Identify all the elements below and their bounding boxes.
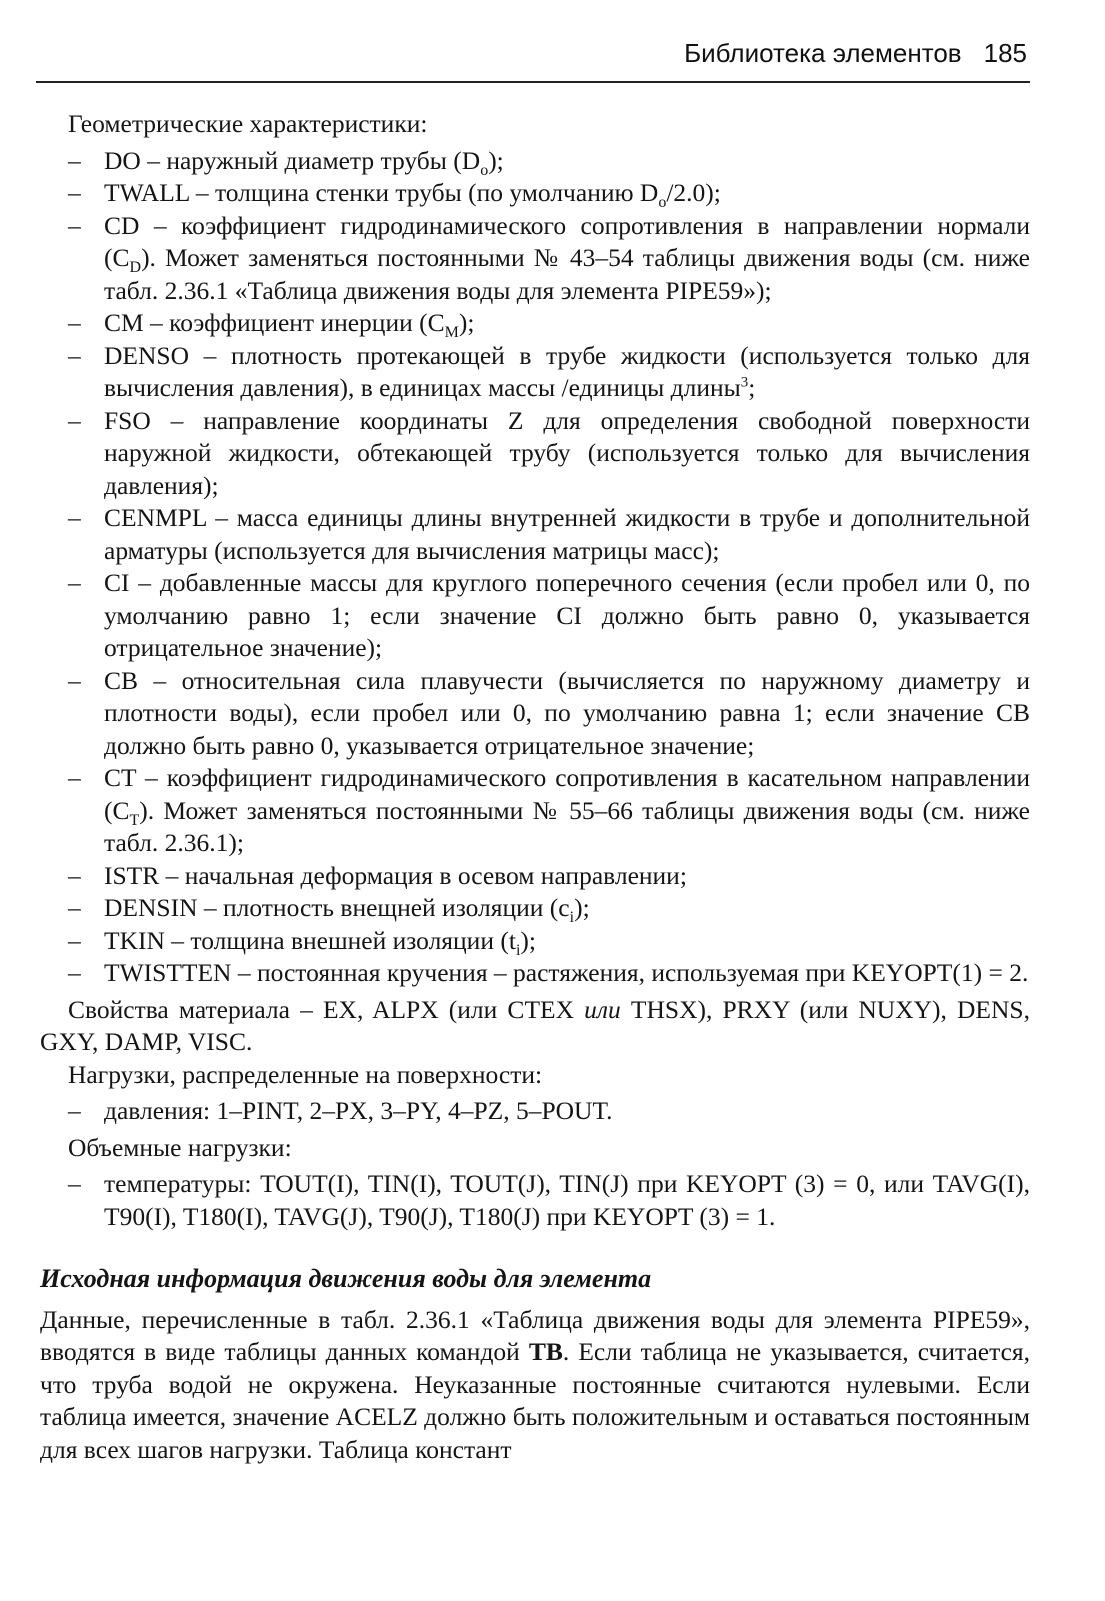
list-item-ci: – CI – добавленные массы для круглого поперечного сечения (если пробел или 0, по умолчанию равно 1; если значение CI должно быть равно 0, указывается отрицательное значение); [40, 567, 1030, 665]
body-loads-heading: Объемные нагрузки: [68, 1132, 292, 1162]
list-item-cd: – CD – коэффициент гидродинамического сопротивления в направлении нормали $(C_D)$. Может заменяться постоянными № 43–54 таблицы движения воды (см. ниже табл. 2.36.1 «Таблица движения воды для элемента PIPE59»); [40, 210, 1030, 308]
body-loads-list [40, 1168, 1030, 1233]
section-name: Библиотека элементов [684, 38, 962, 68]
page-body [40, 108, 1030, 1466]
list-item-denso: – DENSO – плотность протекающей в трубе жидкости (используется только для вычисления давления), в единицах массы /единицы длины$^3$; [40, 340, 1030, 405]
list-item-tkin: – TKIN – толщина внешней изоляции $(t_i)$; [40, 925, 1030, 958]
surface-loads-heading: Нагрузки, распределенные на поверхности: [68, 1059, 543, 1089]
header-rule [36, 81, 1030, 83]
material-properties: Свойства материала – EX, ALPX (или CTEX или THSX), PRXY (или NUXY), DENS, GXY, DAMP, VISC. [40, 994, 1030, 1056]
list-item-fso: – FSO – направление координаты Z для определения свободной поверхности наружной жидкости, обтекающей трубу (используется только для вычисления давления); [40, 405, 1030, 503]
section-heading: Исходная информация движения воды для элемента [40, 1264, 652, 1293]
surface-loads-list [40, 1095, 1030, 1128]
list-item-pressures: – давления: 1–PINT, 2–PX, 3–PY, 4–PZ, 5–POUT. [40, 1095, 1030, 1128]
running-head [684, 38, 1027, 69]
list-item-temperatures: – температуры: TOUT(I), TIN(I), TOUT(J), TIN(J) при KEYOPT (3) = 0, или TAVG(I), T90(I), T180(I), TAVG(J), T90(J), T180(J) при KEYOPT (3) = 1. [40, 1168, 1030, 1233]
list-item-cm: – CM – коэффициент инерции $(C_M)$; [40, 307, 1030, 340]
geometry-list [40, 145, 1030, 990]
list-item-cenmpl: – CENMPL – масса единицы длины внутренней жидкости в трубе и дополнительной арматуры (используется для вычисления матрицы масс); [40, 502, 1030, 567]
list-item-twistten: – TWISTTEN – постоянная кручения – растяжения, используемая при KEYOPT(1) = 2. [40, 957, 1030, 990]
list-item-cb: – CB – относительная сила плавучести (вычисляется по наружному диаметру и плотности воды), если пробел или 0, по умолчанию равна 1; если значение CB должно быть равно 0, указывается отрицательное значение; [40, 665, 1030, 763]
list-item-ct: – CT – коэффициент гидродинамического сопротивления в касательном направлении $(C_T)$. Может заменяться постоянными № 55–66 таблицы движения воды (см. ниже табл. 2.36.1); [40, 762, 1030, 860]
list-item-do: – DO – наружный диаметр трубы $(D_o)$; [40, 145, 1030, 178]
list-item-densin: – DENSIN – плотность внещней изоляции $(c_i)$; [40, 892, 1030, 925]
list-item-istr: – ISTR – начальная деформация в осевом направлении; [40, 860, 1030, 893]
closing-paragraph: Данные, перечисленные в табл. 2.36.1 «Таблица движения воды для элемента PIPE59», вводятся в виде таблицы данных командой TB. Если таблица не указывается, считается, что труба водой не окружена. Неуказанные постоянные считаются нулевыми. Если таблица имеется, значение ACELZ должно быть положительным и оставаться постоянным для всех шагов нагрузки. Таблица констант [40, 1304, 1030, 1464]
page-number: 185 [983, 38, 1027, 68]
list-item-twall: – TWALL – толщина стенки трубы (по умолчанию $D_o/2.0$); [40, 177, 1030, 210]
geometry-heading: Геометрические характеристики: [68, 109, 428, 138]
